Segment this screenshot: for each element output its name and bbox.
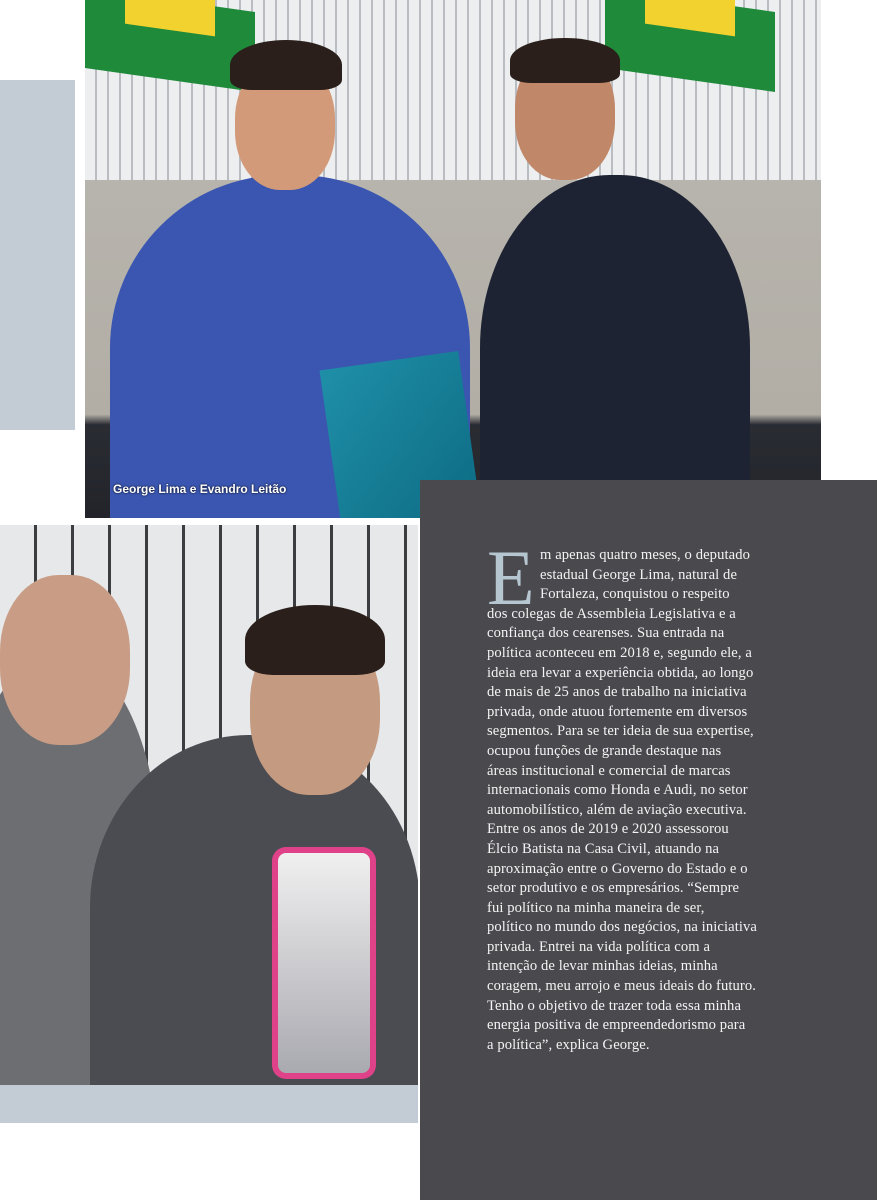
article-line: a política”, explica George. <box>487 1036 650 1053</box>
article-line: intenção de levar minhas ideias, minha <box>487 958 718 975</box>
article-panel <box>420 480 877 1200</box>
hair <box>510 38 620 83</box>
article-line: Tenho o objetivo de trazer toda essa minha <box>487 997 742 1014</box>
article-body <box>487 534 827 1055</box>
article-line: energia positiva de empreendedorismo para <box>487 1017 746 1034</box>
hair <box>230 40 342 90</box>
article-line: internacionais como Honda e Audi, no setor <box>487 782 748 799</box>
article-line: estadual George Lima, natural de <box>540 566 738 583</box>
article-line: privada, onde atuou fortemente em diversos <box>487 703 748 720</box>
photo-plenary-session <box>0 525 418 1085</box>
article-line: dos colegas de Assembleia Legislativa e a <box>487 605 736 622</box>
article-line: automobilístico, além de aviação executiva. <box>487 801 747 818</box>
article-line: m apenas quatro meses, o deputado <box>540 547 750 563</box>
article-line: ocupou funções de grande destaque nas <box>487 742 722 759</box>
article-line: Élcio Batista na Casa Civil, atuando na <box>487 840 720 857</box>
article-line: fui político na minha maneira de ser, <box>487 899 705 916</box>
smartphone <box>272 847 376 1079</box>
drop-cap: E <box>487 534 535 621</box>
photo-caption: George Lima e Evandro Leitão <box>113 482 287 496</box>
article-line: segmentos. Para se ter ideia de sua expertise, <box>487 723 754 740</box>
article-line: aproximação entre o Governo do Estado e o <box>487 860 748 877</box>
article-line: ideia era levar a experiência obtida, ao longo <box>487 664 754 681</box>
article-line: coragem, meu arrojo e meus ideais do futuro. <box>487 978 757 995</box>
article-line: privada. Entrei na vida política com a <box>487 938 711 955</box>
article-line: áreas institucional e comercial de marcas <box>487 762 731 779</box>
person-evandro-leitao <box>480 175 750 518</box>
photo-george-lima-evandro-leitao <box>85 0 821 518</box>
article-line: confiança dos cearenses. Sua entrada na <box>487 625 725 642</box>
article-line: Fortaleza, conquistou o respeito <box>540 586 730 603</box>
head <box>0 575 130 745</box>
article-line: política aconteceu em 2018 e, segundo ele, a <box>487 644 752 661</box>
article-line: político no mundo dos negócios, na iniciativa <box>487 919 757 936</box>
article-line: Entre os anos de 2019 e 2020 assessorou <box>487 821 729 838</box>
decorative-band <box>0 1085 418 1123</box>
hair <box>245 605 385 675</box>
article-line: de mais de 25 anos de trabalho na iniciativa <box>487 684 747 701</box>
article-line: setor produtivo e os empresários. “Sempre <box>487 880 740 897</box>
decorative-block <box>0 80 75 430</box>
